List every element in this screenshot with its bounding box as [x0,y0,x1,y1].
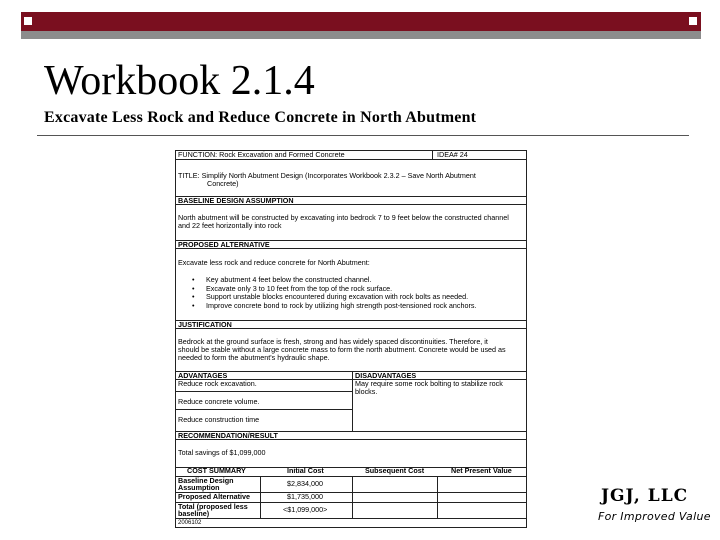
baseline-text-line1: North abutment will be constructed by excavating into bedrock 7 to 9 feet below the constructed channel [178,213,509,222]
table-row-label: Total (proposed less [178,502,248,511]
justification-header: JUSTIFICATION [175,320,527,329]
list-item: • Key abutment 4 feet below the constructed channel. [178,276,476,285]
list-item: • Improve concrete bond to rock by utilizing high strength post-tensioned rock anchors. [178,302,476,311]
slide-title: Workbook 2.1.4 [44,58,315,104]
checkbox-icon [688,16,698,26]
advantage-item: Reduce construction time [178,415,260,424]
title-divider [37,135,689,136]
disadvantage-line1: May require some rock bolting to stabilize rock [355,379,503,388]
cell-divider [432,150,433,159]
idea-number: IDEA# 24 [437,150,468,159]
justification-line1: Bedrock at the ground surface is fresh, strong and has widely spaced discontinuities. Therefore, it [178,337,488,346]
table-row-label: Baseline Design [178,476,234,485]
title-field-line2: Concrete) [207,179,239,188]
justification-line3: needed to form the abutment's hydraulic shape. [178,353,330,362]
recommendation-header: RECOMMENDATION/RESULT [175,431,527,440]
row-divider [175,518,527,519]
recommendation-text: Total savings of $1,099,000 [178,448,266,457]
cell-divider [352,476,353,518]
baseline-header: BASELINE DESIGN ASSUMPTION [175,196,527,205]
cost-header-summary: COST SUMMARY [187,466,246,475]
header-bar-red [21,12,701,31]
row-divider [175,159,527,160]
list-item: • Support unstable blocks encountered during excavation with rock bolts as needed. [178,293,476,302]
proposed-bullet-list [178,276,476,310]
slide-subtitle: Excavate Less Rock and Reduce Concrete in North Abutment [44,109,477,126]
list-item: • Excavate only 3 to 10 feet from the top of the rock surface. [178,285,476,294]
advantage-item: Reduce concrete volume. [178,397,260,406]
title-field-line1: TITLE: Simplify North Abutment Design (Incorporates Workbook 2.3.2 – Save North Abutment [178,171,476,180]
disadvantage-line2: blocks. [355,387,378,396]
proposed-intro: Excavate less rock and reduce concrete for North Abutment: [178,258,370,267]
baseline-text-line2: and 22 feet horizontally into rock [178,221,282,230]
header-bar [21,12,701,42]
cell-divider [260,476,261,518]
cost-header-subsequent: Subsequent Cost [365,466,425,475]
table-row-label: Proposed Alternative [178,492,251,501]
checkbox-icon [23,16,33,26]
row-divider [175,391,352,392]
footer-code: 2006102 [178,520,202,526]
cell-divider [352,371,353,431]
proposed-header: PROPOSED ALTERNATIVE [175,240,527,249]
workbook-form [175,150,527,528]
advantages-header: ADVANTAGES [178,371,228,380]
disadvantages-header: DISADVANTAGES [355,371,417,380]
cost-header-npv: Net Present Value [451,466,512,475]
table-cell-initial: $2,834,000 [287,479,323,488]
cell-divider [437,476,438,518]
table-cell-initial: <$1,099,000> [283,505,328,514]
header-bar-gray [21,31,701,39]
table-row-label: baseline) [178,509,210,518]
company-logo: JGJ, LLC [601,486,689,506]
advantage-item: Reduce rock excavation. [178,379,257,388]
justification-line2: should be stable without a large concrete mass to form the north abutment. Concrete would be used as [178,345,506,354]
function-field: FUNCTION: Rock Excavation and Formed Concrete [178,150,345,159]
company-tagline: For Improved Value [598,510,711,523]
table-cell-initial: $1,735,000 [287,492,323,501]
cost-header-initial: Initial Cost [287,466,324,475]
row-divider [175,409,352,410]
table-row-label: Assumption [178,483,220,492]
